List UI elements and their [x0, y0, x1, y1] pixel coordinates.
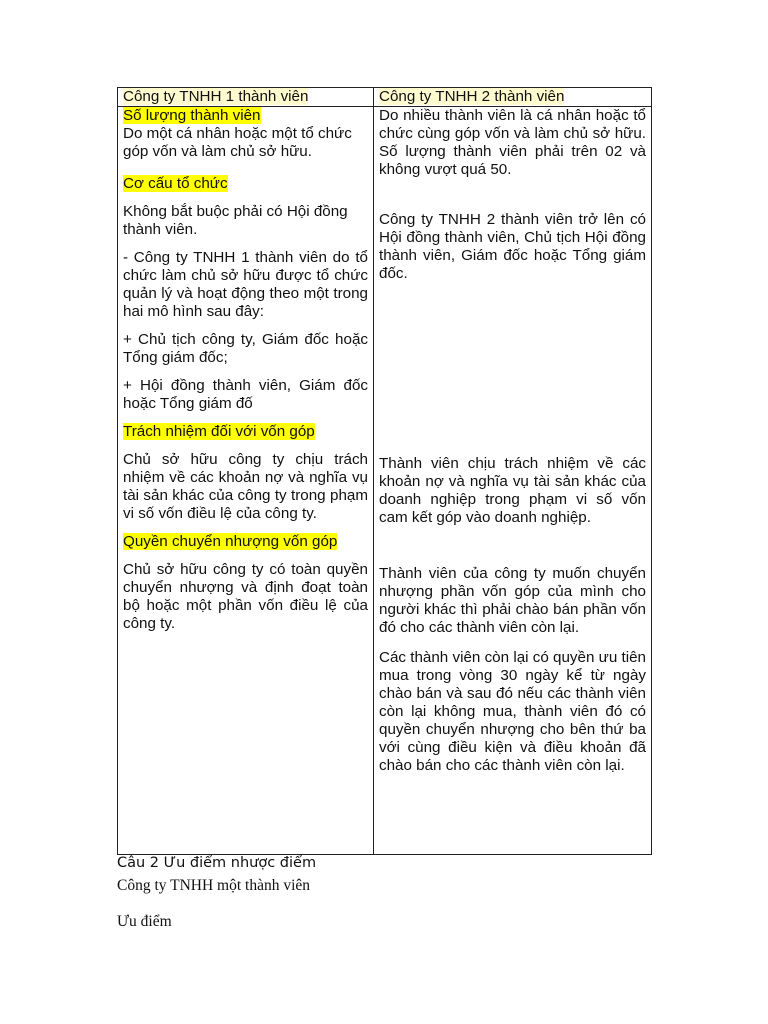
text-co-cau-4: + Hội đồng thành viên, Giám đốc hoặc Tổng giám đố: [123, 377, 368, 412]
text-co-cau-2tv: Công ty TNHH 2 thành viên trở lên có Hội đồng thành viên, Chủ tịch Hội đồng thành viên, Giám đốc hoặc Tổng giám đốc.: [379, 211, 646, 282]
header-cell-2tv: [374, 88, 652, 107]
header-1tv: Công ty TNHH 1 thành viên: [123, 88, 309, 105]
heading-chuyen-nhuong: Quyền chuyển nhượng vốn góp: [123, 533, 338, 550]
cell-1tv: [118, 107, 374, 855]
heading-co-cau: Cơ cấu tổ chức: [123, 175, 228, 192]
text-chuyen-nhuong-1tv: Chủ sở hữu công ty có toàn quyền chuyển nhượng và định đoạt toàn bộ hoặc một phần vốn điều lệ của công ty.: [123, 561, 368, 632]
advantages-line: Ưu điểm: [117, 913, 172, 930]
text-trach-nhiem-1tv: Chủ sở hữu công ty chịu trách nhiệm về các khoản nợ và nghĩa vụ tài sản khác của công ty trong phạm vi số vốn điều lệ của công ty.: [123, 451, 368, 522]
heading-trach-nhiem: Trách nhiệm đối với vốn góp: [123, 423, 315, 440]
text-chuyen-nhuong-2tv-2: Các thành viên còn lại có quyền ưu tiên mua trong vòng 30 ngày kể từ ngày chào bán và sau đó nếu các thành viên còn lại không mua, thành viên đó có quyền chuyển nhượng cho bên thứ ba với cùng điều kiện và điều khoản đã chào bán cho các thành viên còn lại.: [379, 649, 646, 774]
question-heading: Câu 2 Ưu điểm nhược điểm: [117, 855, 317, 871]
text-trach-nhiem-2tv: Thành viên chịu trách nhiệm về các khoản nợ và nghĩa vụ tài sản khác của doanh nghiệp trong phạm vi số vốn cam kết góp vào doanh nghiệp.: [379, 455, 646, 526]
text-co-cau-3: + Chủ tịch công ty, Giám đốc hoặc Tổng giám đốc;: [123, 331, 368, 366]
company-line: Công ty TNHH một thành viên: [117, 877, 311, 894]
cell-2tv: [374, 107, 652, 855]
comparison-table: [117, 87, 652, 855]
text-so-luong-1tv: Do một cá nhân hoặc một tổ chức góp vốn và làm chủ sở hữu.: [123, 125, 352, 160]
text-chuyen-nhuong-2tv-1: Thành viên của công ty muốn chuyển nhượng phần vốn góp của mình cho người khác thì phải chào bán phần vốn đó cho các thành viên còn lại.: [379, 565, 646, 636]
text-so-luong-2tv: Do nhiều thành viên là cá nhân hoặc tổ chức cùng góp vốn và làm chủ sở hữu. Số lượng thành viên phải trên 02 và không vượt quá 50.: [379, 107, 646, 178]
text-co-cau-2: - Công ty TNHH 1 thành viên do tổ chức làm chủ sở hữu được tổ chức quản lý và hoạt động theo một trong hai mô hình sau đây:: [123, 249, 368, 320]
header-cell-1tv: [118, 88, 374, 107]
table-header-row: [118, 88, 652, 107]
heading-so-luong: Số lượng thành viên: [123, 107, 261, 124]
text-co-cau-1: Không bắt buộc phải có Hội đồng thành viên.: [123, 203, 348, 238]
header-2tv: Công ty TNHH 2 thành viên: [379, 88, 565, 105]
table-body-row: [118, 107, 652, 855]
